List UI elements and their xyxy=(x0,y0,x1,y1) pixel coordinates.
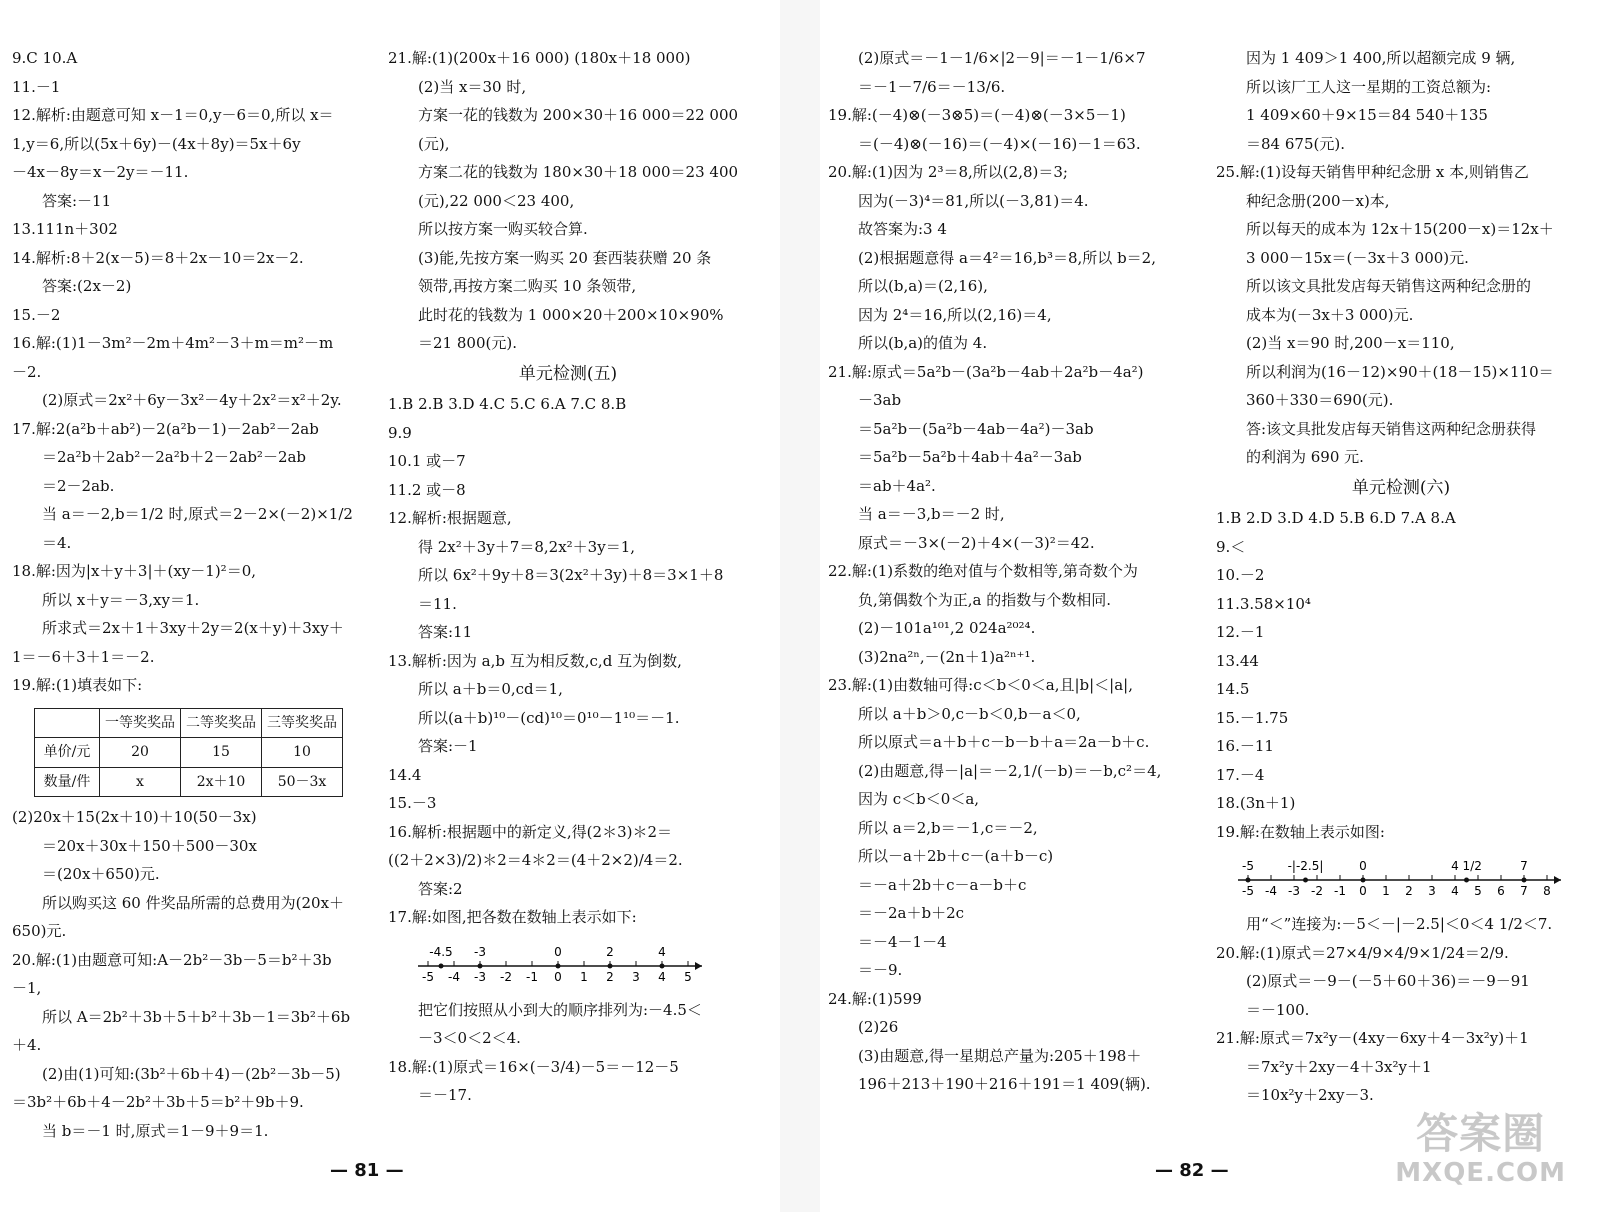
text-line: ＝－4－1－4 xyxy=(858,932,947,951)
text-line: 方案一花的钱数为 200×30＋16 000＝22 000 xyxy=(418,106,739,124)
text-line: 所以 a＝2,b＝－1,c＝－2, xyxy=(858,818,1038,837)
text-line: 所以原式＝a＋b＋c－b－b＋a＝2a－b＋c. xyxy=(858,733,1150,751)
text-line: 所以利润为(16－12)×90＋(18－15)×110＝ xyxy=(1246,362,1554,381)
section-heading-unit5: 单元检测(五) xyxy=(518,363,618,384)
text-line: 所以 6x²＋9y＋8＝3(2x²＋3y)＋8＝3×1＋8 xyxy=(418,566,724,584)
text-line: (3)2na²ⁿ,－(2n＋1)a²ⁿ⁺¹. xyxy=(858,647,1036,666)
text-line: (3)由题意,得一星期总产量为:205＋198＋ xyxy=(858,1046,1142,1065)
text-line: ＝21 800(元). xyxy=(418,334,517,352)
tick-label: 4 xyxy=(1451,884,1459,898)
answer-line: 答案:11 xyxy=(418,623,473,641)
tick-label: -3 xyxy=(1288,884,1300,898)
text-line: ＝－9. xyxy=(858,961,903,979)
text-line: 所以(b,a)的值为 4. xyxy=(858,334,988,352)
tick-label: -3 xyxy=(474,969,486,984)
text-line: 1.B 2.B 3.D 4.C 5.C 6.A 7.C 8.B xyxy=(388,395,627,413)
tick-label: 8 xyxy=(1543,884,1551,898)
text-line: 9.9 xyxy=(388,423,412,442)
point-label: -5 xyxy=(1242,859,1254,873)
text-line: －2. xyxy=(12,362,42,381)
text-line: 22.解:(1)系数的绝对值与个数相等,第奇数个为 xyxy=(828,562,1138,580)
text-line: 12.－1 xyxy=(1216,623,1265,641)
page-gutter xyxy=(780,0,820,1212)
text-line: 11.3.58×10⁴ xyxy=(1216,594,1311,613)
text-line: 1.B 2.D 3.D 4.D 5.B 6.D 7.A 8.A xyxy=(1216,509,1456,527)
text-line: (2)根据题意得 a＝4²＝16,b³＝8,所以 b＝2, xyxy=(858,248,1156,267)
tick-label: 2 xyxy=(1405,884,1413,898)
text-line: 当 a＝－3,b＝－2 时, xyxy=(858,505,1005,523)
tick-label: -4 xyxy=(448,969,460,984)
text-line: ＝－17. xyxy=(418,1086,472,1104)
text-line: 10.1 或－7 xyxy=(388,452,466,470)
col1-after-lines xyxy=(12,803,372,1145)
column-4 xyxy=(1216,44,1586,1110)
answer-line: 答案:(2x－2) xyxy=(42,277,132,295)
text-line: ((2＋2×3)/2)＊2＝4＊2＝(4＋2×2)/4＝2. xyxy=(388,851,683,869)
tick-label: -5 xyxy=(422,969,434,984)
tick-label: 3 xyxy=(632,969,640,984)
text-line: (2)－101a¹⁰¹,2 024a²⁰²⁴. xyxy=(858,619,1036,637)
text-line: (元),22 000＜23 400, xyxy=(418,191,575,210)
tick-label: 4 xyxy=(658,969,666,984)
text-line: (2)原式＝－1－1/6×|2－9|＝－1－1/6×7 xyxy=(858,49,1146,67)
text-line: 11.2 或－8 xyxy=(388,480,466,499)
section-heading-unit6: 单元检测(六) xyxy=(1351,477,1451,498)
watermark-url: MXQE.COM xyxy=(1395,1158,1566,1188)
text-line: 所以该厂工人这一星期的工资总额为: xyxy=(1246,77,1492,96)
tick-label: 6 xyxy=(1497,884,1505,898)
text-line: (2)当 x＝30 时, xyxy=(418,77,527,96)
table-cell: x xyxy=(100,767,181,797)
text-line: 所以(b,a)＝(2,16), xyxy=(858,277,988,295)
text-line: ＋4. xyxy=(12,1036,42,1054)
text-line: 18.解:(1)原式＝16×(－3/4)－5＝－12－5 xyxy=(388,1057,679,1076)
text-line: 得 2x²＋3y＋7＝8,2x²＋3y＝1, xyxy=(418,537,636,556)
text-line: 当 a＝－2,b＝1/2 时,原式＝2－2×(－2)×1/2 xyxy=(42,505,353,523)
point-marker xyxy=(1303,878,1308,883)
tick-label: -2 xyxy=(1311,884,1323,898)
point-label: 4 xyxy=(658,944,666,959)
point-label: 0 xyxy=(554,944,562,959)
text-line: 18.解:因为|x＋y＋3|＋(xy－1)²＝0, xyxy=(12,562,256,580)
text-line: ＝7x²y＋2xy－4＋3x²y＋1 xyxy=(1246,1057,1432,1076)
text-line: ＝2a²b＋2ab²－2a²b＋2－2ab²－2ab xyxy=(42,448,307,466)
text-line: 领带,再按方案二购买 10 条领带, xyxy=(418,277,637,295)
text-line: 12.解析:根据题意, xyxy=(388,509,512,527)
text-line: 14.4 xyxy=(388,765,422,784)
text-line: ＝－a＋2b＋c－a－b＋c xyxy=(858,875,1027,894)
table-row xyxy=(35,767,343,797)
text-line: 11.－1 xyxy=(12,77,61,96)
point-label: -|-2.5| xyxy=(1287,859,1324,873)
text-line: 18.(3n＋1) xyxy=(1216,794,1296,812)
text-line: ＝11. xyxy=(418,594,457,613)
text-line: 23.解:(1)由数轴可得:c＜b＜0＜a,且|b|＜|a|, xyxy=(828,676,1133,694)
text-line: 种纪念册(200－x)本, xyxy=(1246,191,1390,210)
table-cell: 三等奖奖品 xyxy=(262,708,343,738)
text-line: 所以购买这 60 件奖品所需的总费用为(20x＋ xyxy=(42,893,345,912)
text-line: 因为(－3)⁴＝81,所以(－3,81)＝4. xyxy=(858,191,1089,210)
text-line: 所以 A＝2b²＋3b＋5＋b²＋3b－1＝3b²＋6b xyxy=(42,1007,351,1026)
tick-label: -2 xyxy=(500,969,512,984)
text-line: 所求式＝2x＋1＋3xy＋2y＝2(x＋y)＋3xy＋ xyxy=(42,619,344,637)
watermark-text: 答案圈 xyxy=(1416,1109,1546,1158)
point-marker xyxy=(1464,878,1469,883)
text-line: 1 409×60＋9×15＝84 540＋135 xyxy=(1246,106,1488,124)
text-line: 当 b＝－1 时,原式＝1－9＋9＝1. xyxy=(42,1121,269,1140)
text-line: 所以－a＋2b＋c－(a＋b－c) xyxy=(858,847,1054,865)
text-line: 3 000－15x＝(－3x＋3 000)元. xyxy=(1246,248,1469,267)
text-line: 16.解:(1)1－3m²－2m＋4m²－3＋m＝m²－m xyxy=(12,334,334,352)
text-line: 1,y＝6,所以(5x＋6y)－(4x＋8y)＝5x＋6y xyxy=(12,134,301,153)
page-number-left: — 81 — xyxy=(330,1160,404,1181)
number-line-2 xyxy=(1236,850,1586,908)
tick-label: 5 xyxy=(684,969,692,984)
tick-label: 0 xyxy=(554,969,562,984)
text-line: 20.解:(1)因为 2³＝8,所以(2,8)＝3; xyxy=(828,163,1068,181)
text-line: 17.解:如图,把各数在数轴上表示如下: xyxy=(388,908,637,926)
text-line: 所以 x＋y＝－3,xy＝1. xyxy=(42,590,200,609)
text-line: 所以每天的成本为 12x＋15(200－x)＝12x＋ xyxy=(1246,220,1554,238)
text-line: 13.44 xyxy=(1216,651,1259,670)
text-line: (2)原式＝－9－(－5＋60＋36)＝－9－91 xyxy=(1246,972,1530,990)
text-line: 9.C 10.A xyxy=(12,49,78,67)
text-line: －1, xyxy=(12,979,42,997)
text-line: 原式＝－3×(－2)＋4×(－3)²＝42. xyxy=(858,533,1095,552)
text-line: 故答案为:3 4 xyxy=(858,220,947,238)
text-line: 15.－1.75 xyxy=(1216,708,1289,727)
text-line: 用“＜”连接为:－5＜－|－2.5|＜0＜4 1/2＜7. xyxy=(1246,915,1553,933)
table-cell: 2x＋10 xyxy=(181,767,262,797)
text-line: 1＝－6＋3＋1＝－2. xyxy=(12,647,155,666)
text-line: 14.解析:8＋2(x－5)＝8＋2x－10＝2x－2. xyxy=(12,248,304,267)
text-line: ＝(－4)⊗(－16)＝(－4)×(－16)－1＝63. xyxy=(858,134,1141,153)
text-line: 21.解:原式＝7x²y－(4xy－6xy＋4－3x²y)＋1 xyxy=(1216,1029,1529,1047)
point-marker xyxy=(556,963,561,968)
text-line: 方案二花的钱数为 180×30＋18 000＝23 400 xyxy=(418,163,739,181)
text-line: (2)原式＝2x²＋6y－3x²－4y＋2x²＝x²＋2y. xyxy=(42,391,342,409)
tick-label: -4 xyxy=(1265,884,1277,898)
table-cell: 数量/件 xyxy=(35,767,100,797)
text-line: ＝5a²b－(5a²b－4ab－4a²)－3ab xyxy=(858,419,1094,438)
point-marker xyxy=(608,963,613,968)
text-line: 196＋213＋190＋216＋191＝1 409(辆). xyxy=(858,1075,1151,1093)
text-line: 因为 c＜b＜0＜a, xyxy=(858,790,980,808)
text-line: ＝10x²y＋2xy－3. xyxy=(1246,1086,1374,1104)
text-line: 9.＜ xyxy=(1216,537,1246,556)
text-line: 负,第偶数个为正,a 的指数与个数相同. xyxy=(858,590,1112,609)
text-line: 因为 2⁴＝16,所以(2,16)＝4, xyxy=(858,305,1052,324)
text-line: 10.－2 xyxy=(1216,566,1265,584)
text-line: 所以 a＋b＝0,cd＝1, xyxy=(418,680,563,698)
text-line: 15.－3 xyxy=(388,794,437,812)
text-line: 把它们按照从小到大的顺序排列为:－4.5＜ xyxy=(418,1000,702,1019)
text-line: ＝(20x＋650)元. xyxy=(42,865,160,883)
point-label: -3 xyxy=(474,944,486,959)
tick-label: 5 xyxy=(1474,884,1482,898)
tick-label: 0 xyxy=(1359,884,1367,898)
page-number-right: — 82 — xyxy=(1155,1160,1229,1181)
text-line: 19.解:在数轴上表示如图: xyxy=(1216,822,1385,841)
tick-label: -1 xyxy=(1334,884,1346,898)
text-line: 所以 a＋b＞0,c－b＜0,b－a＜0, xyxy=(858,704,1081,723)
text-line: 此时花的钱数为 1 000×20＋200×10×90% xyxy=(418,305,724,324)
table-cell: 10 xyxy=(262,738,343,768)
point-label: 7 xyxy=(1520,859,1528,873)
text-line: 的利润为 690 元. xyxy=(1246,448,1364,466)
text-line: 360＋330＝690(元). xyxy=(1246,391,1394,409)
text-line: 20.解:(1)由题意可知:A－2b²－3b－5＝b²＋3b xyxy=(12,950,332,969)
tick-label: 2 xyxy=(606,969,614,984)
text-line: ＝20x＋30x＋150＋500－30x xyxy=(42,836,257,855)
table-cell: 15 xyxy=(181,738,262,768)
answer-line: 答案:2 xyxy=(418,879,463,898)
point-label: 4 1/2 xyxy=(1451,859,1482,873)
text-line: ＝－2a＋b＋2c xyxy=(858,904,965,922)
text-line: (3)能,先按方案一购买 20 套西装获赠 20 条 xyxy=(418,248,712,267)
tick-label: 1 xyxy=(1382,884,1390,898)
axis-arrow xyxy=(695,962,702,970)
text-line: 16.解析:根据题中的新定义,得(2＊3)＊2＝ xyxy=(388,822,673,841)
point-label: -4.5 xyxy=(429,944,453,959)
text-line: 所以(a＋b)¹⁰－(cd)¹⁰＝0¹⁰－1¹⁰＝－1. xyxy=(418,708,680,727)
text-line: 答:该文具批发店每天销售这两种纪念册获得 xyxy=(1246,419,1537,438)
answer-line: 答案:－1 xyxy=(418,737,478,755)
text-line: 20.解:(1)原式＝27×4/9×4/9×1/24＝2/9. xyxy=(1216,943,1509,962)
text-line: ＝4. xyxy=(42,533,72,552)
text-line: (2)20x＋15(2x＋10)＋10(50－3x) xyxy=(12,808,257,826)
point-marker xyxy=(1522,878,1527,883)
text-line: 所以按方案一购买较合算. xyxy=(418,220,588,238)
axis-arrow xyxy=(1554,876,1561,884)
table-row xyxy=(35,738,343,768)
text-line: 14.5 xyxy=(1216,680,1250,698)
tick-label: -5 xyxy=(1242,884,1254,898)
text-line: ＝－100. xyxy=(1246,1000,1310,1019)
column-3 xyxy=(828,44,1188,1099)
number-line-1-svg xyxy=(408,936,738,994)
answer-line: 答案:－11 xyxy=(42,191,112,210)
text-line: －4x－8y＝x－2y＝－11. xyxy=(12,163,189,181)
text-line: ＝ab＋4a². xyxy=(858,476,936,495)
number-line-2-svg xyxy=(1236,850,1576,908)
text-line: (2)当 x＝90 时,200－x＝110, xyxy=(1246,334,1455,352)
text-line: 13.解析:因为 a,b 互为相反数,c,d 互为倒数, xyxy=(388,651,682,670)
text-line: (元), xyxy=(418,134,450,153)
text-line: ＝5a²b－5a²b＋4ab＋4a²－3ab xyxy=(858,448,1082,466)
text-line: 16.－11 xyxy=(1216,737,1274,755)
text-line: 25.解:(1)设每天销售甲种纪念册 x 本,则销售乙 xyxy=(1216,163,1529,181)
text-line: －3ab xyxy=(858,391,902,409)
text-line: ＝3b²＋6b＋4－2b²＋3b＋5＝b²＋9b＋9. xyxy=(12,1093,304,1111)
tick-label: 1 xyxy=(580,969,588,984)
point-marker xyxy=(1246,878,1251,883)
table-cell: 50－3x xyxy=(262,767,343,797)
text-line: 成本为(－3x＋3 000)元. xyxy=(1246,305,1414,324)
text-line: (2)26 xyxy=(858,1018,899,1036)
column-1 xyxy=(12,44,372,1145)
tick-label: -1 xyxy=(526,969,538,984)
text-line: 19.解:(1)填表如下: xyxy=(12,676,143,694)
table-cell: 二等奖奖品 xyxy=(181,708,262,738)
point-marker xyxy=(439,963,444,968)
point-label: 2 xyxy=(606,944,614,959)
point-marker xyxy=(660,963,665,968)
text-line: 650)元. xyxy=(12,922,67,940)
watermark-logo xyxy=(1395,1110,1566,1188)
text-line: 17.解:2(a²b＋ab²)－2(a²b－1)－2ab²－2ab xyxy=(12,419,319,438)
text-line: ＝84 675(元). xyxy=(1246,134,1345,153)
point-label: 0 xyxy=(1359,859,1367,873)
column-2 xyxy=(388,44,748,1110)
text-line: 13.111n＋302 xyxy=(12,220,118,238)
tick-label: 7 xyxy=(1520,884,1528,898)
table-cell xyxy=(35,708,100,738)
text-line: 因为 1 409＞1 400,所以超额完成 9 辆, xyxy=(1246,49,1516,67)
number-line-1 xyxy=(408,936,748,994)
point-marker xyxy=(1361,878,1366,883)
text-line: 21.解:(1)(200x＋16 000) (180x＋18 000) xyxy=(388,49,691,67)
prize-table xyxy=(34,708,343,798)
text-line: 15.－2 xyxy=(12,305,61,324)
table-cell: 20 xyxy=(100,738,181,768)
text-line: (2)由(1)可知:(3b²＋6b＋4)－(2b²－3b－5) xyxy=(42,1064,341,1083)
text-line: 所以该文具批发店每天销售这两种纪念册的 xyxy=(1246,277,1532,295)
table-cell: 单价/元 xyxy=(35,738,100,768)
text-line: 19.解:(－4)⊗(－3⊗5)＝(－4)⊗(－3×5－1) xyxy=(828,106,1126,124)
table-cell: 一等奖奖品 xyxy=(100,708,181,738)
text-line: 12.解析:由题意可知 x－1＝0,y－6＝0,所以 x＝ xyxy=(12,106,334,124)
tick-label: 3 xyxy=(1428,884,1436,898)
text-line: (2)由题意,得－|a|＝－2,1/(－b)＝－b,c²＝4, xyxy=(858,761,1162,780)
text-line: －3＜0＜2＜4. xyxy=(418,1029,521,1047)
col1-lines xyxy=(12,44,372,700)
text-line: ＝－1－7/6＝－13/6. xyxy=(858,77,1006,96)
point-marker xyxy=(478,963,483,968)
table-header-row xyxy=(35,708,343,738)
text-line: ＝2－2ab. xyxy=(42,476,115,495)
text-line: 17.－4 xyxy=(1216,765,1265,784)
text-line: 21.解:原式＝5a²b－(3a²b－4ab＋2a²b－4a²) xyxy=(828,362,1144,381)
text-line: 24.解:(1)599 xyxy=(828,989,922,1008)
